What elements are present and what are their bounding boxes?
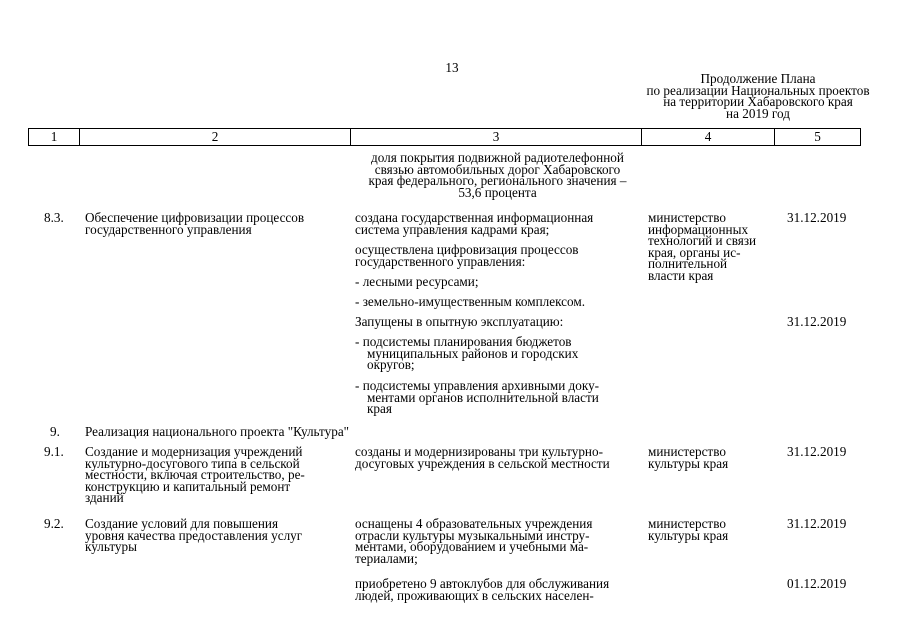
continuation-line: Продолжение Плана (700, 71, 816, 86)
project-title: Реализация национального проекта "Культура" (85, 424, 350, 439)
result-text: - подсистемы управления архивными доку- ментами органов исполнительной власти края (355, 378, 600, 416)
result-text: оснащены 4 образовательных учреждения отрасли культуры музыкальными инстру- ментами, оборудованием и учебными ма- териалами; (355, 516, 593, 566)
deadline-date: 31.12.2019 (787, 516, 847, 531)
column-number-5: 5 (814, 129, 821, 144)
measure-name: Создание и модернизация учреждений культурно-досугового типа в сельской местности, включая строительство, ре- конструкцию и капитальный ремонт зданий (85, 444, 305, 505)
row-number: 9.1. (44, 444, 64, 459)
table-header-row (28, 128, 861, 146)
result-text: - земельно-имущественным комплексом. (355, 294, 585, 309)
result-text: Запущены в опытную эксплуатацию: (355, 314, 564, 329)
responsible-executor: министерство культуры края (648, 516, 729, 543)
responsible-executor: министерство информационных технологий и связи края, органы ис- полнительной власти края (648, 210, 757, 283)
result-text: - подсистемы планирования бюджетов муниципальных районов и городских округов; (355, 334, 579, 372)
continuation-header (600, 73, 905, 119)
column-number-4: 4 (704, 129, 712, 144)
result-text: создана государственная информационная система управления кадрами края; (355, 210, 594, 237)
deadline-date: 31.12.2019 (787, 444, 847, 459)
result-text: приобретено 9 автоклубов для обслуживания людей, проживающих в сельских населен- (355, 576, 610, 603)
column-number-3: 3 (492, 129, 500, 144)
deadline-date: 31.12.2019 (787, 210, 847, 225)
row-number: 9. (50, 424, 60, 439)
continuation-line: по реализации Национальных проектов (646, 82, 870, 98)
page-number: 13 (445, 60, 459, 75)
result-text: доля покрытия подвижной радиотелефонной связью автомобильных дорог Хабаровского края федерального, регионального значения – 53,6 процента (368, 150, 627, 200)
column-number-2: 2 (211, 129, 219, 144)
measure-name: Создание условий для повышения уровня качества предоставления услуг культуры (85, 516, 303, 554)
result-text: созданы и модернизированы три культурно- досуговых учреждения в сельской местности (355, 444, 610, 471)
measure-name: Обеспечение цифровизации процессов государственного управления (85, 210, 305, 237)
row-number: 8.3. (44, 210, 64, 225)
responsible-executor: министерство культуры края (648, 444, 729, 471)
column-number-1: 1 (50, 129, 58, 144)
result-text: осуществлена цифровизация процессов государственного управления: (355, 242, 579, 269)
row-number: 9.2. (44, 516, 64, 531)
deadline-date: 31.12.2019 (787, 314, 847, 329)
result-text: - лесными ресурсами; (355, 274, 479, 289)
continuation-line: на 2019 год (726, 105, 790, 121)
continuation-line: на территории Хабаровского края (663, 94, 853, 109)
deadline-date: 01.12.2019 (787, 576, 847, 591)
